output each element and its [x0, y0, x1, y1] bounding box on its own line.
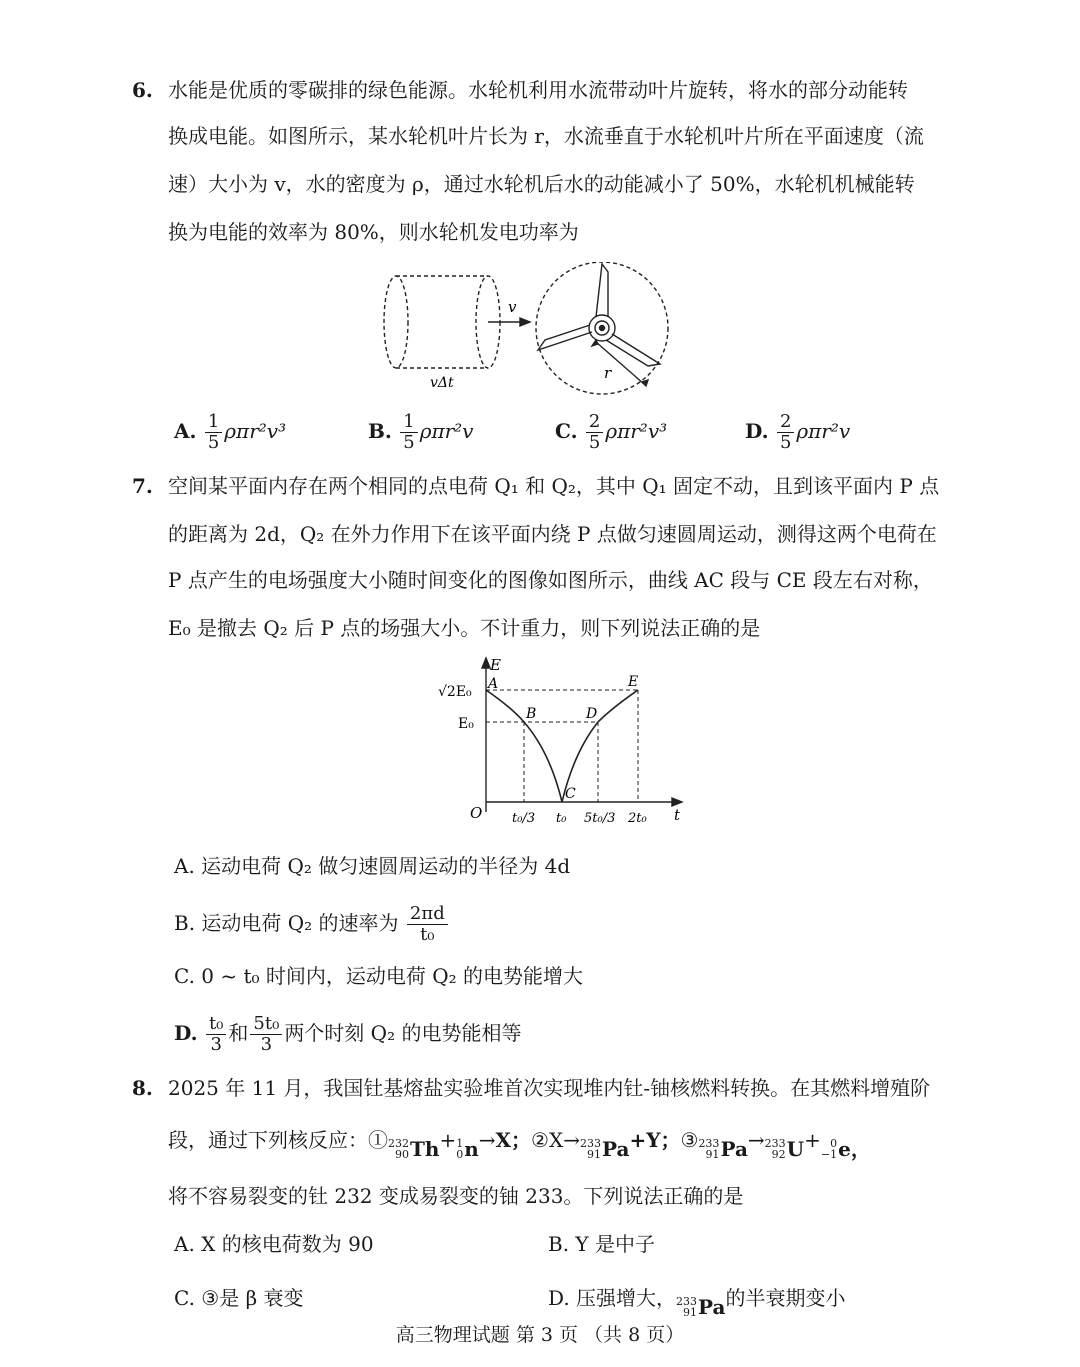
q8-line-1: 2025 年 11 月，我国钍基熔盐实验堆首次实现堆内钍-铀核燃料转换。在其燃料增殖阶 [168, 1076, 931, 1100]
radius-label: r [604, 364, 612, 382]
turbine-wheel [536, 262, 668, 394]
q6-option-d: D. $\frac{2}{5}$ ρπr²v [745, 411, 851, 453]
q7-line-4: E₀ 是撤去 Q₂ 后 P 点的场强大小。不计重力，则下列说法正确的是 [168, 616, 761, 640]
q7-line-3: P 点产生的电场强度大小随时间变化的图像如图所示，曲线 AC 段与 CE 段左右对称， [168, 568, 933, 592]
x-tick-t0-third: t₀/3 [512, 811, 536, 826]
q7-line-2: 的距离为 2d，Q₂ 在外力作用下在该平面内绕 P 点做匀速圆周运动，测得这两个电荷在 [168, 522, 937, 546]
y-axis-arrow [482, 658, 490, 668]
q6-b-fraction: $\frac{1}{5}$ [400, 412, 417, 453]
q6-a-fraction: $\frac{1}{5}$ [205, 412, 222, 453]
q8-option-c: C. ③是 β 衰变 [174, 1286, 304, 1310]
e-t-graph [430, 652, 690, 852]
q7-option-d: D. $\frac{\text{t₀}}{3}$ 和 $\frac{\text{5t₀}}{3}$ 两个时刻 Q₂ 的电势能相等 [174, 1013, 522, 1055]
q6-line-4: 换为电能的效率为 80%，则水轮机发电功率为 [168, 220, 579, 244]
page-footer: 高三物理试题 第 3 页 （共 8 页） [395, 1324, 685, 1346]
neutron: 1 0 n [456, 1137, 479, 1161]
point-e: E [628, 674, 639, 690]
q8-option-d: D. 压强增大， 233 91 Pa 的半衰期变小 [548, 1286, 846, 1319]
q8-option-b: B. Y 是中子 [548, 1232, 655, 1256]
q7-line-1: 空间某平面内存在两个相同的点电荷 Q₁ 和 Q₂，其中 Q₁ 固定不动，且到该平面内 P 点 [168, 474, 940, 498]
q6-d-fraction: $\frac{2}{5}$ [777, 412, 794, 453]
point-c: C [565, 786, 576, 802]
q6-option-a: A. $\frac{1}{5}$ ρπr²v³ [174, 411, 287, 453]
q7-number: 7. [132, 474, 153, 498]
x-tick-t0: t₀ [556, 811, 567, 826]
q7-option-b: B. 运动电荷 Q₂ 的速率为 $\frac{2\pi d}{\text{t₀}}$ [174, 904, 450, 945]
x-axis-label: t [674, 806, 681, 824]
point-d: D [586, 706, 598, 722]
y-tick-sqrt2e0: √2E₀ [438, 684, 472, 700]
pa-233-c: 233 91 Pa [676, 1295, 726, 1319]
turbine-figure [370, 262, 680, 402]
x-tick-five-t0-third: 5t₀/3 [584, 811, 616, 826]
q8-number: 8. [132, 1076, 153, 1100]
origin-label: O [470, 804, 483, 822]
u-233: 233 92 U [764, 1137, 805, 1161]
q6-number: 6. [132, 78, 153, 102]
q7-b-fraction: $\frac{2\pi d}{\text{t₀}}$ [407, 904, 448, 945]
q8-option-a: A. X 的核电荷数为 90 [174, 1232, 374, 1256]
y-axis-label: E [490, 656, 501, 674]
q8-line-2: 段，通过下列核反应：① 232 90 Th + 1 0 n →X；②X→ 233 91 Pa +Y；③ 233 91 Pa → 233 92 U + 0 −1 e， [168, 1128, 871, 1161]
point-b: B [526, 706, 537, 722]
y-tick-e0: E₀ [458, 716, 474, 732]
pa-233-b: 233 91 Pa [698, 1137, 748, 1161]
x-axis-arrow [672, 798, 682, 806]
q6-line-3: 速）大小为 v，水的密度为 ρ，通过水轮机后水的动能减小了 50%，水轮机机械能转 [168, 172, 915, 196]
electron: 0 −1 e， [820, 1137, 871, 1161]
q7-option-c: C. 0 ~ t₀ 时间内，运动电荷 Q₂ 的电势能增大 [174, 964, 584, 988]
q7-d-fraction-2: $\frac{\text{5t₀}}{3}$ [250, 1014, 282, 1055]
x-tick-two-t0: 2t₀ [628, 811, 647, 826]
q7-d-fraction-1: $\frac{\text{t₀}}{3}$ [206, 1014, 226, 1055]
q8-line-3: 将不容易裂变的钍 232 变成易裂变的铀 233。下列说法正确的是 [168, 1184, 744, 1208]
q6-option-b: B. $\frac{1}{5}$ ρπr²v [368, 411, 474, 453]
pa-233-a: 233 91 Pa [579, 1137, 630, 1161]
arrow-label: v [508, 298, 517, 316]
q7-option-a: A. 运动电荷 Q₂ 做匀速圆周运动的半径为 4d [174, 854, 571, 878]
flow-arrow [488, 318, 530, 326]
th-232: 232 90 Th [388, 1137, 440, 1161]
q6-c-fraction: $\frac{2}{5}$ [586, 412, 603, 453]
q6-line-1: 水能是优质的零碳排的绿色能源。水轮机利用水流带动叶片旋转，将水的部分动能转 [168, 78, 908, 102]
water-cylinder [384, 276, 500, 368]
q6-option-c: C. $\frac{2}{5}$ ρπr²v³ [555, 411, 668, 453]
cyl-label: vΔt [430, 375, 454, 391]
q6-line-2: 换成电能。如图所示，某水轮机叶片长为 r，水流垂直于水轮机叶片所在平面速度（流 [168, 124, 924, 148]
point-a: A [488, 676, 499, 692]
